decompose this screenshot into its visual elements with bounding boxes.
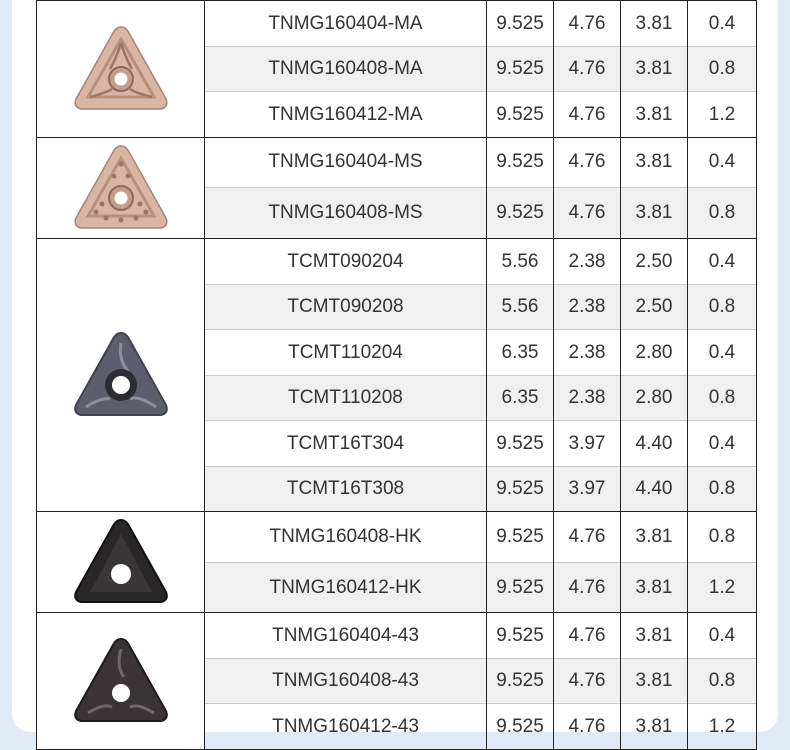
diameter-cell: 9.525 xyxy=(487,563,554,613)
corner-radius-cell: 0.8 xyxy=(688,467,757,512)
diameter-cell: 9.525 xyxy=(487,187,554,238)
table-row xyxy=(37,1,757,47)
table-row xyxy=(37,138,757,188)
model-cell: TCMT16T308 xyxy=(205,467,487,512)
corner-radius-cell: 0.8 xyxy=(688,285,757,330)
diameter-cell: 6.35 xyxy=(487,376,554,421)
model-cell: TNMG160404-MA xyxy=(205,1,487,47)
hole-diameter-cell: 3.81 xyxy=(621,138,688,188)
corner-radius-cell: 0.8 xyxy=(688,512,757,563)
diameter-cell: 5.56 xyxy=(487,285,554,330)
diameter-cell: 9.525 xyxy=(487,467,554,512)
corner-radius-cell: 1.2 xyxy=(688,704,757,750)
diameter-cell: 9.525 xyxy=(487,1,554,47)
insert-tcmt-icon xyxy=(37,239,205,512)
corner-radius-cell: 0.4 xyxy=(688,239,757,285)
thickness-cell: 4.76 xyxy=(554,613,621,659)
thickness-cell: 2.38 xyxy=(554,330,621,376)
thickness-cell: 4.76 xyxy=(554,187,621,238)
model-cell: TNMG160408-MA xyxy=(205,47,487,92)
diameter-cell: 5.56 xyxy=(487,239,554,285)
diameter-cell: 9.525 xyxy=(487,704,554,750)
insert-ma-icon xyxy=(37,1,205,138)
corner-radius-cell: 0.4 xyxy=(688,613,757,659)
model-cell: TCMT16T304 xyxy=(205,421,487,467)
table-row xyxy=(37,239,757,285)
hole-diameter-cell: 2.50 xyxy=(621,239,688,285)
insert-ms-icon xyxy=(37,138,205,239)
hole-diameter-cell: 3.81 xyxy=(621,704,688,750)
diameter-cell: 9.525 xyxy=(487,421,554,467)
diameter-cell: 9.525 xyxy=(487,613,554,659)
diameter-cell: 9.525 xyxy=(487,659,554,704)
thickness-cell: 4.76 xyxy=(554,563,621,613)
hole-diameter-cell: 3.81 xyxy=(621,47,688,92)
thickness-cell: 2.38 xyxy=(554,285,621,330)
thickness-cell: 4.76 xyxy=(554,92,621,138)
diameter-cell: 9.525 xyxy=(487,47,554,92)
model-cell: TNMG160412-43 xyxy=(205,704,487,750)
corner-radius-cell: 0.8 xyxy=(688,659,757,704)
model-cell: TNMG160408-HK xyxy=(205,512,487,563)
thickness-cell: 4.76 xyxy=(554,47,621,92)
hole-diameter-cell: 3.81 xyxy=(621,187,688,238)
hole-diameter-cell: 3.81 xyxy=(621,613,688,659)
insert-hk-icon xyxy=(37,512,205,613)
hole-diameter-cell: 3.81 xyxy=(621,512,688,563)
hole-diameter-cell: 3.81 xyxy=(621,92,688,138)
hole-diameter-cell: 3.81 xyxy=(621,563,688,613)
model-cell: TCMT110204 xyxy=(205,330,487,376)
model-cell: TNMG160412-HK xyxy=(205,563,487,613)
corner-radius-cell: 0.8 xyxy=(688,47,757,92)
model-cell: TNMG160404-MS xyxy=(205,138,487,188)
corner-radius-cell: 0.4 xyxy=(688,421,757,467)
thickness-cell: 3.97 xyxy=(554,467,621,512)
model-cell: TCMT110208 xyxy=(205,376,487,421)
thickness-cell: 4.76 xyxy=(554,704,621,750)
table-row xyxy=(37,512,757,563)
hole-diameter-cell: 3.81 xyxy=(621,659,688,704)
diameter-cell: 6.35 xyxy=(487,330,554,376)
insert-43-icon xyxy=(37,613,205,750)
hole-diameter-cell: 4.40 xyxy=(621,421,688,467)
corner-radius-cell: 1.2 xyxy=(688,92,757,138)
table-row xyxy=(37,613,757,659)
corner-radius-cell: 1.2 xyxy=(688,563,757,613)
model-cell: TNMG160404-43 xyxy=(205,613,487,659)
thickness-cell: 4.76 xyxy=(554,659,621,704)
model-cell: TNMG160412-MA xyxy=(205,92,487,138)
hole-diameter-cell: 3.81 xyxy=(621,1,688,47)
insert-spec-table xyxy=(36,0,757,750)
thickness-cell: 3.97 xyxy=(554,421,621,467)
model-cell: TCMT090204 xyxy=(205,239,487,285)
hole-diameter-cell: 2.50 xyxy=(621,285,688,330)
thickness-cell: 4.76 xyxy=(554,138,621,188)
diameter-cell: 9.525 xyxy=(487,138,554,188)
diameter-cell: 9.525 xyxy=(487,512,554,563)
model-cell: TNMG160408-43 xyxy=(205,659,487,704)
thickness-cell: 2.38 xyxy=(554,376,621,421)
hole-diameter-cell: 2.80 xyxy=(621,330,688,376)
thickness-cell: 4.76 xyxy=(554,512,621,563)
corner-radius-cell: 0.4 xyxy=(688,1,757,47)
model-cell: TCMT090208 xyxy=(205,285,487,330)
corner-radius-cell: 0.8 xyxy=(688,187,757,238)
thickness-cell: 4.76 xyxy=(554,1,621,47)
hole-diameter-cell: 2.80 xyxy=(621,376,688,421)
corner-radius-cell: 0.8 xyxy=(688,376,757,421)
corner-radius-cell: 0.4 xyxy=(688,330,757,376)
corner-radius-cell: 0.4 xyxy=(688,138,757,188)
thickness-cell: 2.38 xyxy=(554,239,621,285)
hole-diameter-cell: 4.40 xyxy=(621,467,688,512)
model-cell: TNMG160408-MS xyxy=(205,187,487,238)
diameter-cell: 9.525 xyxy=(487,92,554,138)
